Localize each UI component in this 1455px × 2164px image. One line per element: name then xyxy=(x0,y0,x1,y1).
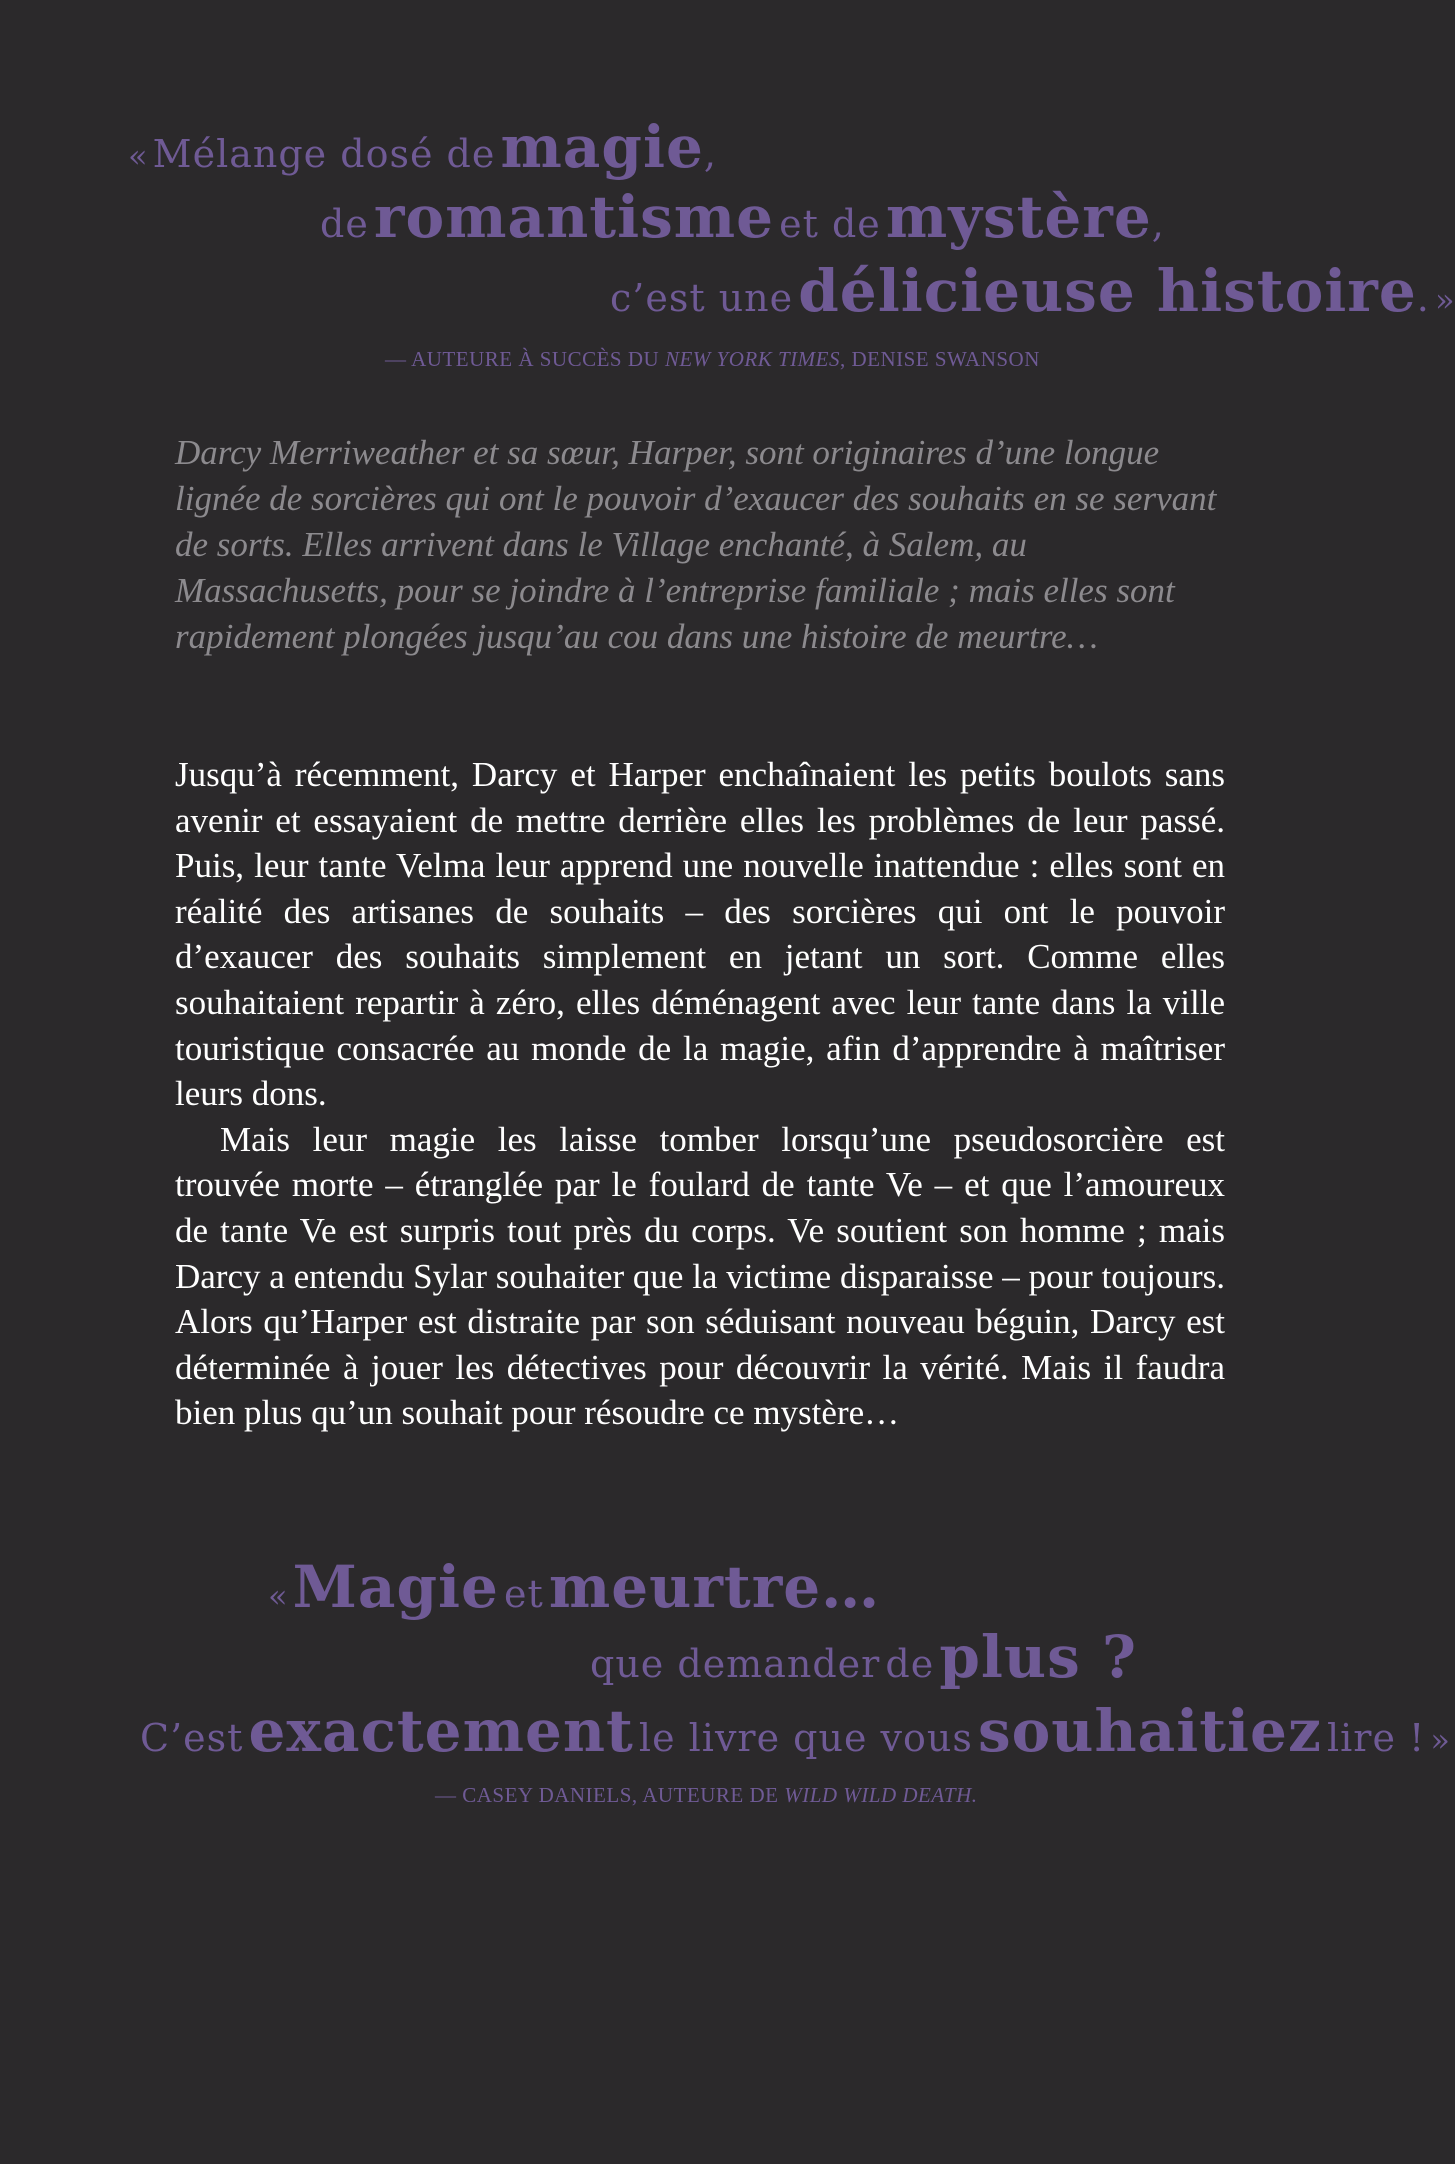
attribution-publication: NEW YORK TIMES xyxy=(664,347,840,371)
top-quote-line-1 xyxy=(128,113,717,181)
quote-text: c’est une xyxy=(610,276,794,320)
quote-emphasis: meurtre… xyxy=(548,1553,881,1621)
quote-emphasis: plus ? xyxy=(939,1623,1137,1691)
close-quote-mark: » xyxy=(1434,281,1455,319)
quote-text: de xyxy=(885,1642,935,1686)
bottom-quote-line-3 xyxy=(140,1697,1450,1765)
open-quote-mark: « xyxy=(268,1577,288,1615)
quote-text: C’est xyxy=(140,1716,244,1760)
quote-emphasis: mystère xyxy=(885,183,1152,251)
attribution-author: , DENISE SWANSON xyxy=(839,347,1040,371)
quote-text: de xyxy=(320,202,369,246)
quote-text: , xyxy=(703,132,717,176)
top-quote-attribution xyxy=(385,347,1040,372)
bottom-quote-line-2 xyxy=(590,1623,1137,1691)
quote-emphasis: romantisme xyxy=(373,183,775,251)
attribution-prefix: — AUTEURE À SUCCÈS DU xyxy=(385,347,660,371)
quote-text: le livre que vous xyxy=(638,1716,973,1760)
quote-text: que demander xyxy=(590,1642,881,1686)
bottom-quote-attribution xyxy=(435,1783,978,1808)
quote-text: . xyxy=(1416,276,1430,320)
book-summary xyxy=(175,430,1235,660)
top-quote-line-2 xyxy=(320,183,1165,251)
quote-emphasis: délicieuse histoire xyxy=(798,257,1417,325)
description-paragraph-1: Jusqu’à récemment, Darcy et Harper enchaînaient les petits boulots sans avenir et essayaient de mettre derrière elles les problèmes de leur passé. Puis, leur tante Velma leur apprend une nouvelle inattendue : elles sont en réalité des artisanes de souhaits – des sorcières qui ont le pouvoir d’exaucer des souhaits simplement en jetant un sort. Comme elles souhaitaient repartir à zéro, elles déménagent avec leur tante dans la ville touristique consacrée au monde de la magie, afin d’apprendre à maîtriser leurs dons. xyxy=(175,755,1225,1114)
attribution-prefix: — CASEY DANIELS, AUTEURE DE xyxy=(435,1783,779,1807)
summary-paragraph: Darcy Merriweather et sa sœur, Harper, sont originaires d’une longue lignée de sorcières qui ont le pouvoir d’exaucer des souhaits en se servant de sorts. Elles arrivent dans le Village enchanté, à Salem, au Massachusetts, pour se joindre à l’entreprise familiale ; mais elles sont rapidement plongées jusqu’au cou dans une histoire de meurtre… xyxy=(175,433,1217,656)
quote-text: et de xyxy=(779,202,881,246)
book-description xyxy=(175,752,1225,1436)
bottom-quote-line-1 xyxy=(268,1553,881,1621)
quote-text: Mélange dosé de xyxy=(152,132,496,176)
quote-text: , xyxy=(1151,202,1165,246)
quote-emphasis: exactement xyxy=(248,1697,634,1765)
close-quote-mark: » xyxy=(1430,1721,1450,1759)
attribution-title: WILD WILD DEATH. xyxy=(784,1783,978,1807)
top-quote-line-3 xyxy=(610,257,1455,325)
quote-emphasis: Magie xyxy=(292,1553,499,1621)
description-paragraph-2: Mais leur magie les laisse tomber lorsqu’une pseudosorcière est trouvée morte – étranglée par le foulard de tante Ve – et que l’amoureux de tante Ve est surpris tout près du corps. Ve soutient son homme ; mais Darcy a entendu Sylar souhaiter que la victime disparaisse – pour toujours. Alors qu’Harper est distraite par son séduisant nouveau béguin, Darcy est déterminée à jouer les détectives pour découvrir la vérité. Mais il faudra bien plus qu’un souhait pour résoudre ce mystère… xyxy=(175,1119,1225,1433)
quote-emphasis: souhaitiez xyxy=(977,1697,1322,1765)
quote-text: et xyxy=(504,1572,544,1616)
quote-emphasis: magie xyxy=(500,113,704,181)
open-quote-mark: « xyxy=(128,137,148,175)
quote-text: lire ! xyxy=(1326,1716,1426,1760)
